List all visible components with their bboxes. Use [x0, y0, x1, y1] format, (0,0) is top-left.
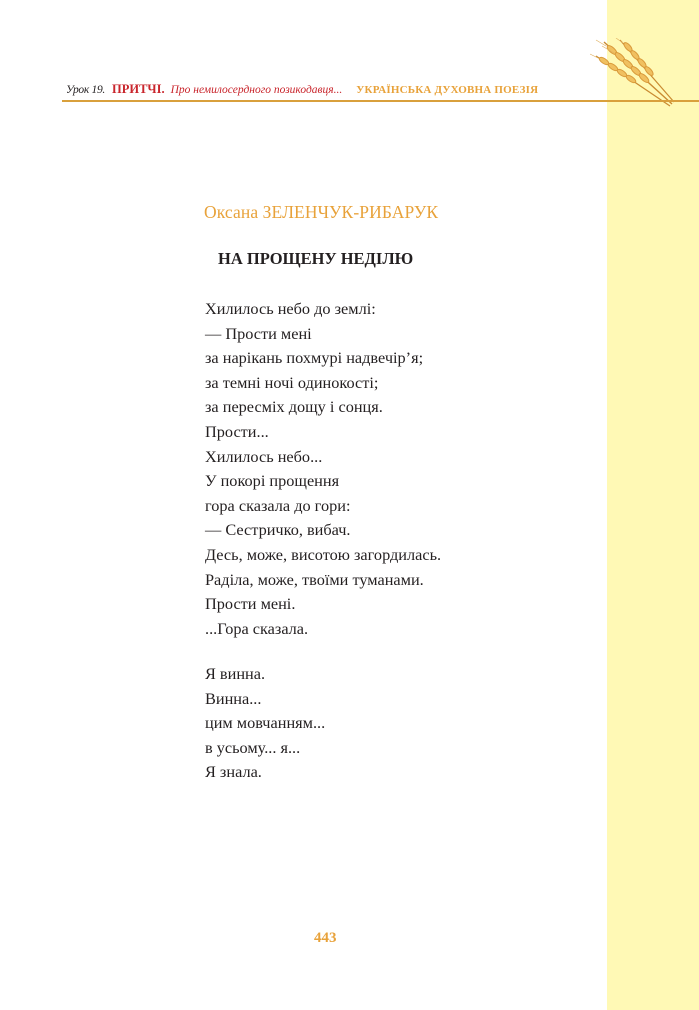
poem-stanza-2 — [205, 662, 325, 785]
poem-line: цим мовчанням... — [205, 713, 326, 733]
poem-line: за пересміх дощу і сонця. — [205, 397, 383, 417]
header-divider-extension — [607, 100, 699, 102]
poem-line: Прости... — [205, 421, 269, 441]
header-subtitle: Про немилосердного позикодавця... — [170, 84, 343, 96]
header-divider — [62, 100, 607, 102]
poem-line: за темні ночі одинокості; — [205, 372, 379, 392]
poem-line: Винна... — [205, 688, 262, 708]
poem-stanza-1 — [205, 297, 441, 641]
poem-line: У покорі прощення — [205, 471, 340, 491]
side-margin-band — [607, 0, 699, 1010]
poem-line: Десь, може, висотою загордилась. — [205, 544, 442, 564]
poem-line: Раділа, може, твоїми туманами. — [205, 569, 424, 589]
poem-line: Я винна. — [205, 664, 266, 683]
poem-author: Оксана ЗЕЛЕНЧУК-РИБАРУК — [204, 202, 439, 222]
poem-line: ...Гора сказала. — [205, 618, 309, 638]
poem-line: Хилилось небо... — [205, 446, 323, 466]
poem-line: — Сестричко, вибач. — [205, 520, 351, 540]
poem-line: Я знала. — [205, 762, 262, 782]
poem-line: гора сказала до гори: — [205, 495, 351, 515]
poem-line: — Прости мені — [205, 323, 312, 343]
poem-line: Хилилось небо до землі: — [205, 299, 376, 318]
poem-line: за нарікань похмурі надвечір’я; — [205, 348, 424, 368]
poem-title: НА ПРОЩЕНУ НЕДІЛЮ — [218, 249, 414, 268]
poem-line: Прости мені. — [205, 594, 296, 614]
header-lesson-number: Урок 19. — [66, 84, 106, 96]
header-topic: ПРИТЧІ. — [112, 82, 165, 96]
poem-line: в усьому... я... — [205, 737, 301, 757]
header-section-title: УКРАЇНСЬКА ДУХОВНА ПОЕЗІЯ — [356, 84, 539, 96]
running-header — [66, 82, 538, 97]
page-number: 443 — [314, 930, 337, 946]
